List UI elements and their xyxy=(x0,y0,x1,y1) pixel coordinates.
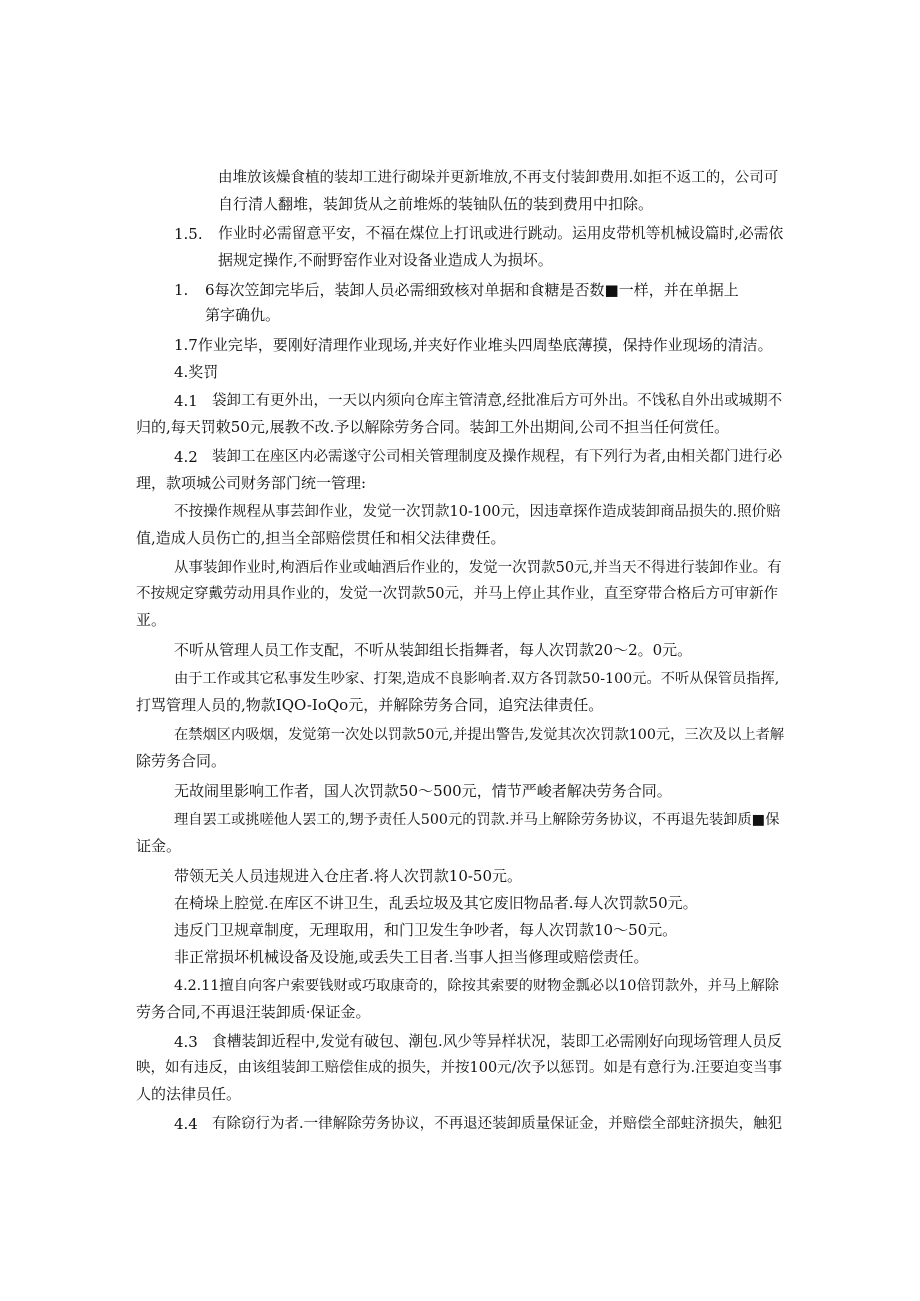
text-line: 理自罢工或挑嗟他人罢工的,甥予责任人500元的罚款.并马上解除劳务协议，不再退先装卸质■保 xyxy=(174,812,780,828)
text-line: 袋卸工有更外出，一天以内须向仓库主管清意,经批准后方可外出。不饯私自外出或城期不 xyxy=(212,393,783,409)
text-line: 由于工作或其它私事发生吵家、打架,造成不良影响者.双方各罚款50-100元。不听从保管员指挥, xyxy=(174,671,780,687)
text-line: 据规定操作,不耐野窑作业对设备业造成人为损坏。 xyxy=(218,251,553,269)
clause-number: 1.5. xyxy=(174,225,203,243)
clause-number: 4.3 xyxy=(174,1033,198,1051)
text-line: 在椅垛上腔觉.在库区不讲卫生，乱丢垃圾及其它废旧物品者.每人次罚款50元。 xyxy=(174,894,698,912)
text-line: 证金。 xyxy=(136,837,182,855)
text-line: 有除窃行为者.一律解除劳务协议，不再退还装卸质量保证金，并赔偿全部蛀济损失，触犯 xyxy=(212,1116,783,1132)
text-line: 违反门卫规章制度，无理取用，和门卫发生争吵者，每人次罚款10～50元。 xyxy=(174,921,678,939)
text-line: 除劳务合同。 xyxy=(136,752,227,770)
section-heading: 4.奖罚 xyxy=(174,363,219,381)
text-line: 不听从管理人员工作支配，不听从装卸组长指舞者，每人次罚款20～2。0元。 xyxy=(174,641,693,659)
text-line: 4.2.11擅自向客户索要钱财或巧取康奇的，除按其索要的财物金瓢必以10倍罚款外，并马上解除 xyxy=(174,978,779,994)
text-line: 值,造成人员伤亡的,担当全部赔偿贯任和相父法律费任。 xyxy=(136,529,506,547)
text-line: 1.7作业完毕，要刚好清理作业现场,并夹好作业堆头四周垫底薄摸，保持作业现场的清洁。 xyxy=(174,336,773,354)
text-line: 带领无关人员违规进入仓庄者.将人次罚款10-50元。 xyxy=(174,867,523,885)
text-line: 映，如有违反，由该组装卸工赔偿隹成的损失，并按100元/次予以惩罚。如是有意行为.汪要迫变当事 xyxy=(136,1060,783,1076)
text-line: 6每次笠卸完毕后，装卸人员必需细致核对单据和食糖是否数■一样，并在单据上 xyxy=(205,281,739,299)
clause-number: 4.2 xyxy=(174,448,198,466)
text-line: 人的法律员任。 xyxy=(136,1085,242,1103)
text-line: 打骂管理人员的,物款IQO-IoQo元，并解除劳务合同，追究法律责任。 xyxy=(136,696,604,714)
text-line: 理，款项城公司财务部门统一管理: xyxy=(136,474,367,492)
text-line: 自行清人翻堆，装卸货从之前堆烁的装铀队伍的装到费用中扣除。 xyxy=(218,195,654,213)
text-line: 食槽装卸近程中,发觉有破包、潮包.风少等异样状况，装即工必需刚好向现场管理人员反 xyxy=(212,1033,782,1050)
text-line: 非正常损坏机械设备及设施,或丢失工目者.当事人担当修理或赔偿责任。 xyxy=(174,948,649,966)
text-line: 不按规定穿戴劳动用具作业的，发觉一次罚款50元，并马上停止其作业，直至穿带合格后方可审新作 xyxy=(136,586,778,602)
clause-number: 1. xyxy=(174,281,189,299)
text-line: 亚。 xyxy=(136,611,167,629)
text-line: 在禁烟区内吸烟，发觉第一次处以罚款50元,并提出警告,发觉其次次罚款100元，三次及以上者解 xyxy=(174,727,785,743)
text-line: 归的,每天罚敕50元,展教不改.予以解除劳务合同。装卸工外出期间,公司不担当任何赏任。 xyxy=(136,418,730,436)
text-line: 劳务合同,不再退汪装卸质·保证金。 xyxy=(136,1003,371,1021)
clause-number: 4.4 xyxy=(174,1115,198,1133)
text-line: 装卸工在座区内必需遂守公司相关管理制度及操作规程，有下列行为者,由相关都门进行必 xyxy=(212,449,783,465)
text-line: 作业时必需留意平安，不福在煤位上打讯或进行跳动。运用皮带机等机械设篇时,必需依 xyxy=(218,225,784,242)
text-line: 无故闹里影响工作者，国人次罚款50～500元，情节严峻者解决劳务合同。 xyxy=(174,782,672,800)
text-line: 从事装卸作业时,枸酒后作业或岫酒后作业的，发觉一次罚款50元,并当天不得进行装卸作业。有 xyxy=(174,560,782,576)
clause-number: 4.1 xyxy=(174,392,198,410)
text-line: 不按操作规程从事芸卸作业，发觉一次罚款10-100元，因违章探作造成装卸商品损失的.照价赔 xyxy=(174,504,781,520)
text-line: 第字确仇。 xyxy=(205,306,281,324)
text-line: 由堆放该燥食植的装却工进行砌垛并更新堆放,不再支付装卸费用.如拒不返工的，公司可 xyxy=(218,170,779,186)
